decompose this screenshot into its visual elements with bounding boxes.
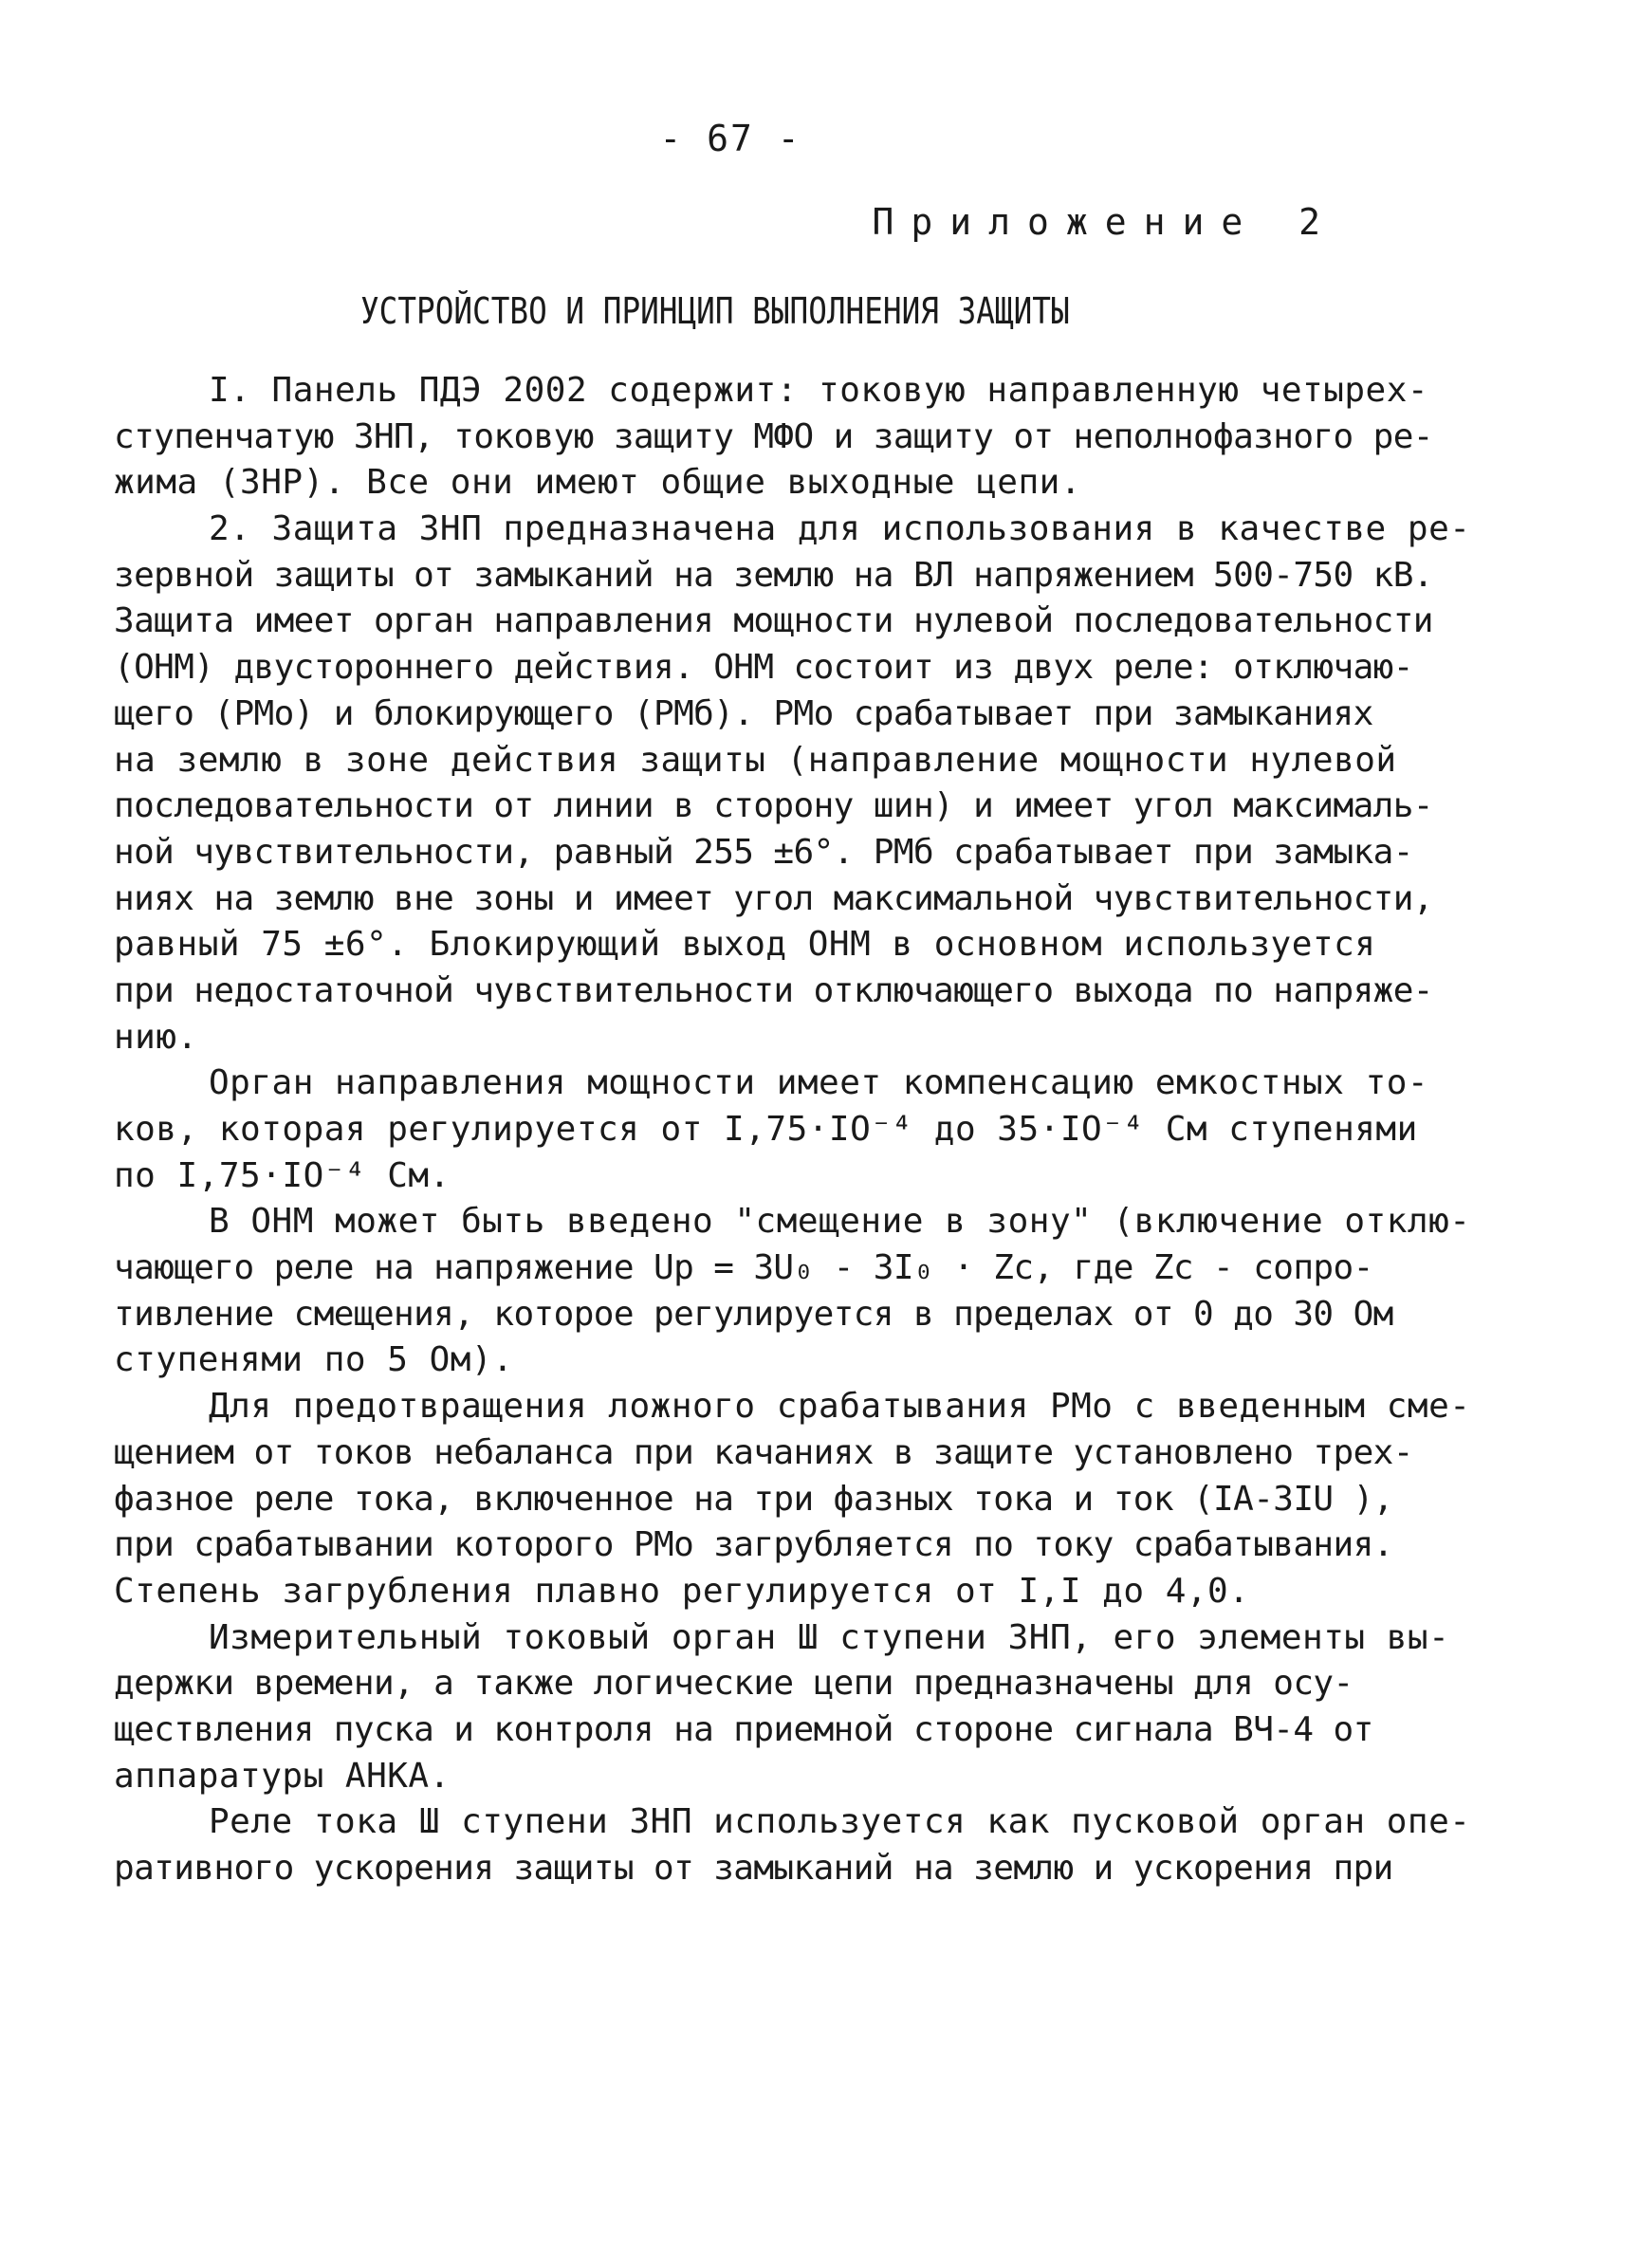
text-line: ративного ускорения защиты от замыканий на землю и ускорения при	[114, 1849, 1393, 1888]
text-line: тивление смещения, которое регулируется в пределах от 0 до 30 Ом	[114, 1294, 1393, 1334]
text-line: равный 75 ±6°. Блокирующий выход ОНМ в основном используется	[114, 925, 1376, 965]
text-line: ступенчатую ЗНП, токовую защиту МФО и защиту от неполнофазного ре-	[114, 416, 1433, 456]
text-line: I. Панель ПДЭ 2002 содержит: токовую направленную четырех-	[209, 371, 1429, 410]
text-line: последовательности от линии в сторону шин) и имеет угол максималь-	[114, 786, 1433, 826]
text-line: В ОНМ может быть введено "смещение в зону" (включение отклю-	[209, 1202, 1471, 1242]
text-line: щением от токов небаланса при качаниях в защите установлено трех-	[114, 1432, 1413, 1472]
text-line: по I,75·IO⁻⁴ См.	[114, 1155, 451, 1195]
text-line: при срабатывании которого РМо загрубляется по току срабатывания.	[114, 1525, 1393, 1565]
section-title: УСТРОЙСТВО И ПРИНЦИП ВЫПОЛНЕНИЯ ЗАЩИТЫ	[360, 290, 1070, 332]
text-line: жима (ЗНР). Все они имеют общие выходные цепи.	[114, 463, 1081, 503]
text-line: Орган направления мощности имеет компенсацию емкостных то-	[209, 1063, 1429, 1103]
text-line: при недостаточной чувствительности отключающего выхода по напряже-	[114, 970, 1433, 1010]
text-line: зервной защиты от замыканий на землю на ВЛ напряжением 500-750 кВ.	[114, 555, 1433, 595]
text-line: Защита имеет орган направления мощности нулевой последовательности	[114, 601, 1433, 641]
text-line: ществления пуска и контроля на приемной стороне сигнала ВЧ-4 от	[114, 1709, 1373, 1749]
text-line: ков, которая регулируется от I,75·IO⁻⁴ до 35·IO⁻⁴ См ступенями	[114, 1110, 1418, 1149]
text-line: ниях на землю вне зоны и имеет угол максимальной чувствительности,	[114, 878, 1433, 918]
text-line: держки времени, а также логические цепи предназначены для осу-	[114, 1664, 1354, 1704]
text-line: Для предотвращения ложного срабатывания РМо с введенным сме-	[209, 1387, 1471, 1427]
text-line: ступенями по 5 Ом).	[114, 1340, 514, 1380]
text-line: Измерительный токовый орган Ш ступени ЗНП, его элементы вы-	[209, 1617, 1450, 1657]
text-line: ной чувствительности, равный 255 ±6°. РМб срабатывает при замыка-	[114, 832, 1413, 872]
body-text	[114, 368, 1471, 1892]
page-number: - 67 -	[659, 118, 801, 159]
appendix-label: Приложение 2	[872, 201, 1337, 243]
text-line: щего (РМо) и блокирующего (РМб). РМо срабатывает при замыканиях	[114, 693, 1373, 733]
text-line: чающего реле на напряжение Uр = 3U₀ - 3I₀ · Zс, где Zс - сопро-	[114, 1248, 1373, 1288]
text-line: 2. Защита ЗНП предназначена для использования в качестве ре-	[209, 509, 1471, 549]
text-line: аппаратуры АНКА.	[114, 1756, 451, 1796]
text-line: (ОНМ) двустороннего действия. ОНМ состоит из двух реле: отключаю-	[114, 648, 1413, 688]
text-line: фазное реле тока, включенное на три фазных тока и ток (IА-3IU ),	[114, 1479, 1393, 1519]
text-line: Степень загрубления плавно регулируется от I,I до 4,0.	[114, 1571, 1250, 1611]
text-line: на землю в зоне действия защиты (направление мощности нулевой	[114, 740, 1397, 780]
text-line: Реле тока Ш ступени ЗНП используется как пусковой орган опе-	[209, 1802, 1471, 1842]
text-line: нию.	[114, 1017, 198, 1057]
